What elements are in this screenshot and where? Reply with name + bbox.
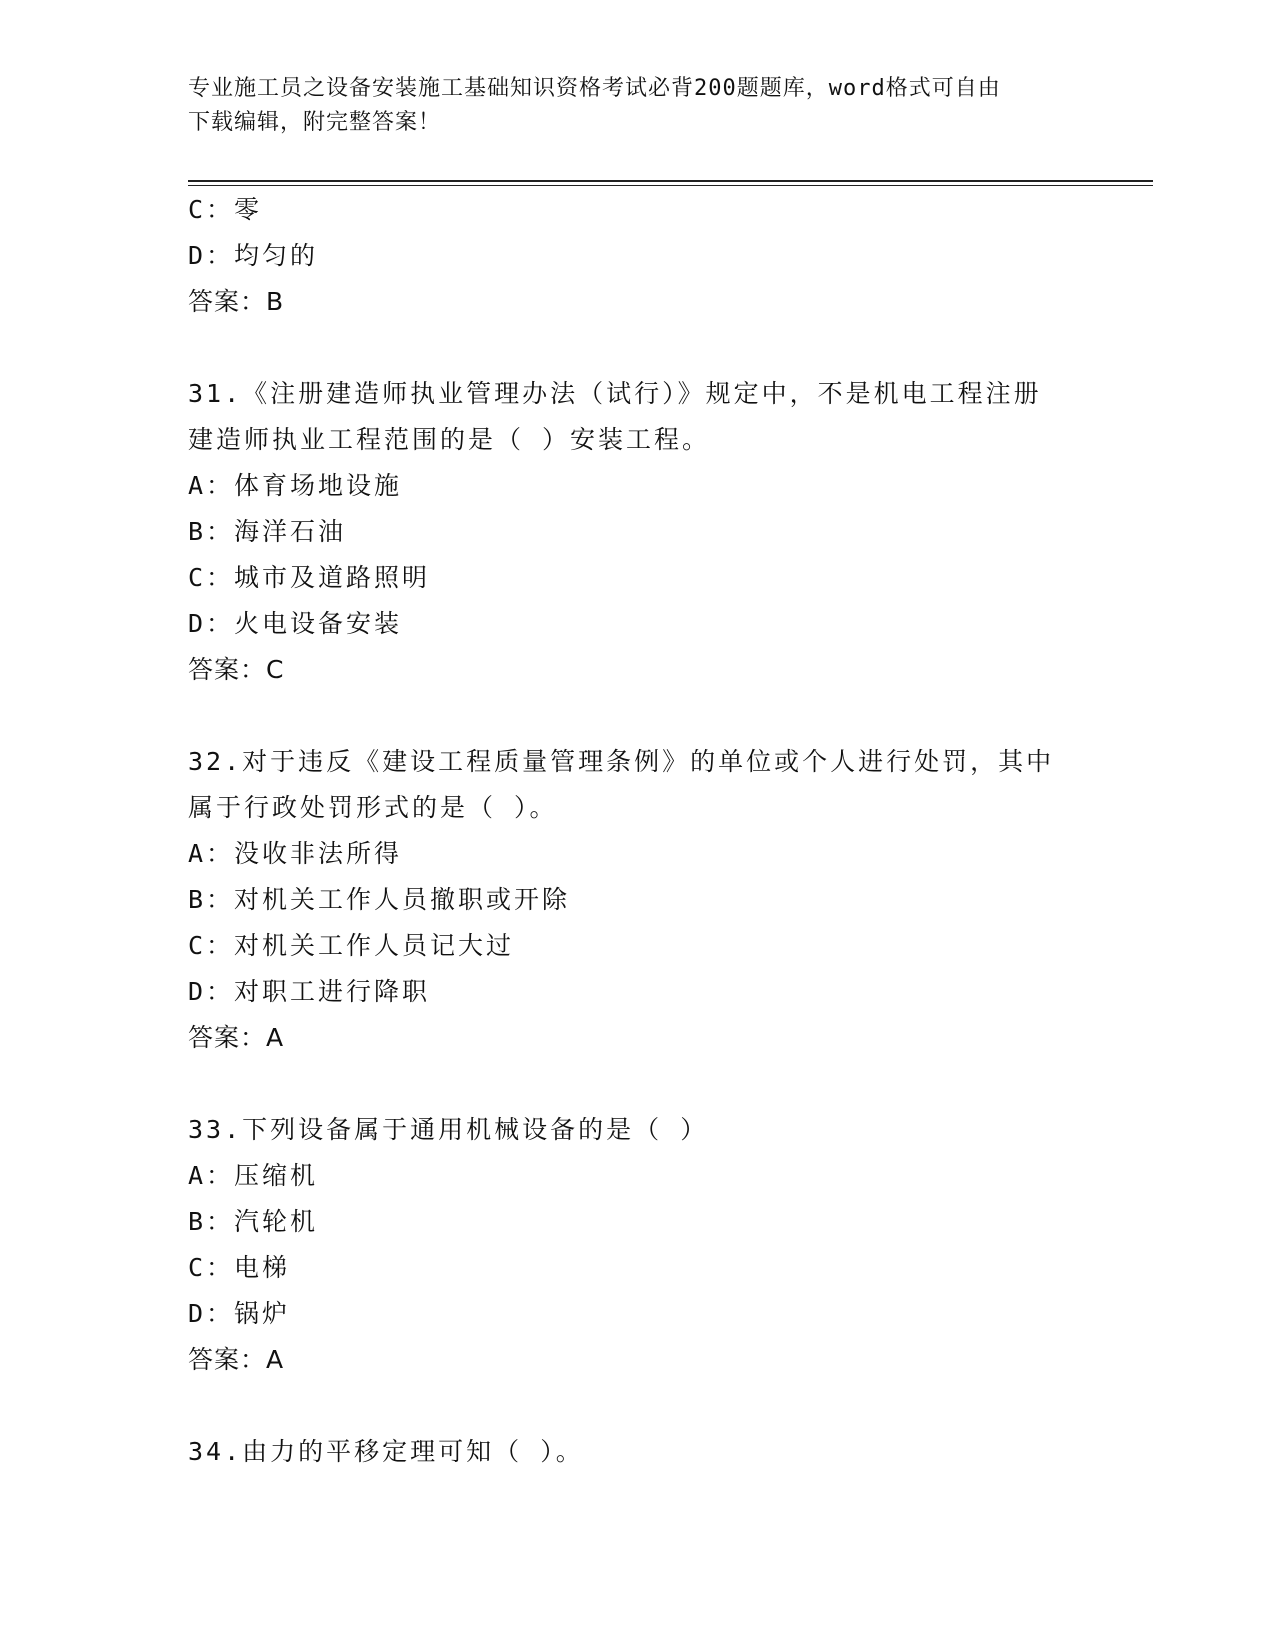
header-line-1: 专业施工员之设备安装施工基础知识资格考试必背200题题库，word格式可自由 [188, 76, 1001, 101]
spacer [188, 1061, 1088, 1107]
header-line-2: 下载编辑，附完整答案！ [188, 110, 442, 135]
option-line: A：压缩机 [188, 1161, 319, 1190]
question-text: 32.对于违反《建设工程质量管理条例》的单位或个人进行处罚，其中 [188, 747, 1055, 776]
spacer [188, 1383, 1088, 1429]
question-text: 31.《注册建造师执业管理办法（试行）》规定中，不是机电工程注册 [188, 379, 1042, 408]
header-divider-thick [188, 180, 1153, 182]
option-line: A：体育场地设施 [188, 471, 403, 500]
spacer [188, 325, 1088, 371]
option-line: D：均匀的 [188, 241, 319, 270]
option-line: D：锅炉 [188, 1299, 291, 1328]
header-divider-thin [188, 185, 1153, 186]
question-list [188, 187, 1088, 1475]
option-line: C：零 [188, 195, 263, 224]
spacer [188, 693, 1088, 739]
option-line: C：对机关工作人员记大过 [188, 931, 515, 960]
option-line: D：对职工进行降职 [188, 977, 431, 1006]
question-text: 33.下列设备属于通用机械设备的是（ ） [188, 1115, 709, 1144]
option-line: B：汽轮机 [188, 1207, 319, 1236]
option-line: D：火电设备安装 [188, 609, 403, 638]
option-line: C：城市及道路照明 [188, 563, 431, 592]
answer-line: 答案：A [188, 1345, 285, 1374]
answer-line: 答案：A [188, 1023, 285, 1052]
document-header [188, 72, 1088, 140]
option-line: B：对机关工作人员撤职或开除 [188, 885, 571, 914]
question-text: 建造师执业工程范围的是（ ）安装工程。 [188, 425, 711, 454]
answer-line: 答案：B [188, 287, 285, 316]
option-line: B：海洋石油 [188, 517, 347, 546]
question-text: 属于行政处罚形式的是（ ）。 [188, 793, 558, 822]
answer-line: 答案：C [188, 655, 285, 684]
question-text: 34.由力的平移定理可知（ ）。 [188, 1437, 584, 1466]
option-line: C：电梯 [188, 1253, 291, 1282]
option-line: A：没收非法所得 [188, 839, 403, 868]
